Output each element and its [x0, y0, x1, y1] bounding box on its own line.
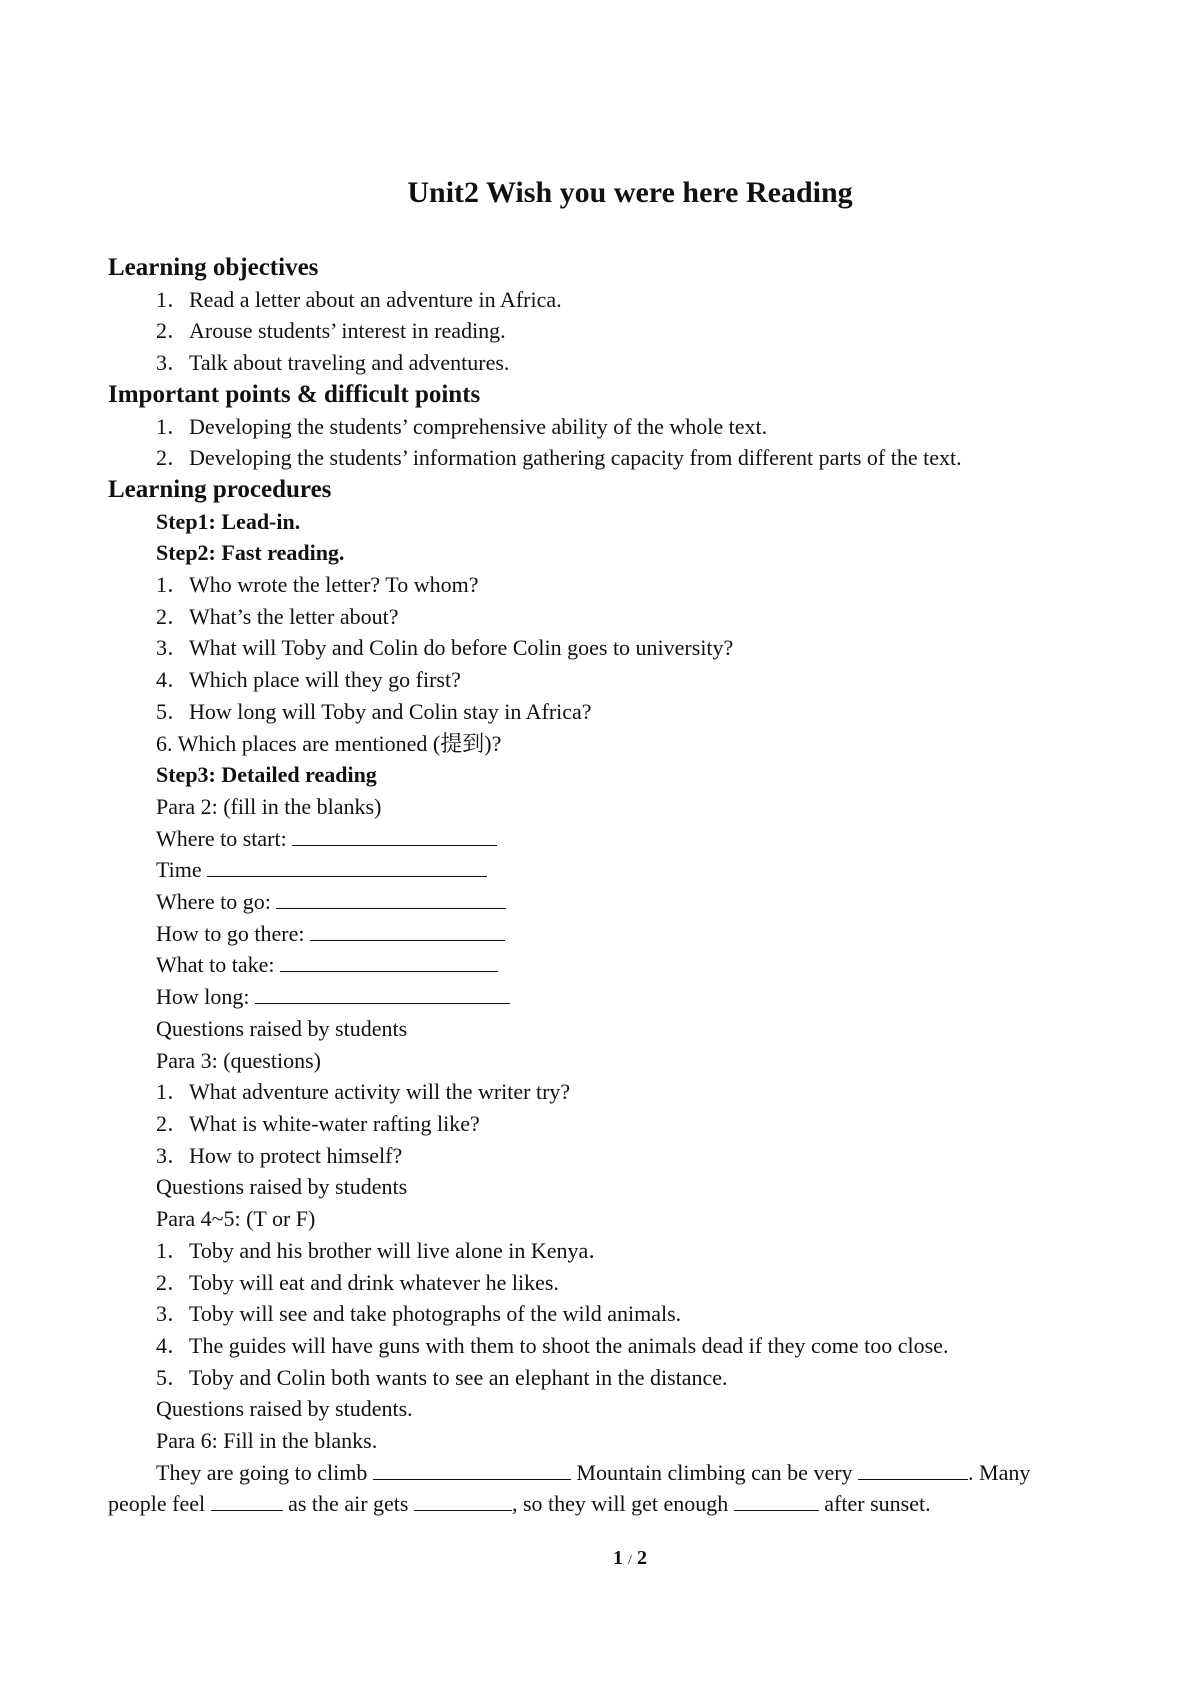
para2-field-how — [108, 918, 1108, 950]
para2-field-start — [108, 823, 1108, 855]
para6-line-2 — [108, 1488, 1108, 1520]
para2-field-take — [108, 949, 1108, 981]
objectives-heading: Learning objectives — [108, 254, 319, 281]
step3-label: Step3: Detailed reading — [156, 762, 377, 788]
fast-question: 4．Which place will they go first? — [156, 667, 461, 693]
fast-question: 1．Who wrote the letter? To whom? — [156, 572, 479, 598]
para45-label: Para 4~5: (T or F) — [156, 1206, 316, 1232]
tf-statement: 2．Toby will eat and drink whatever he likes. — [156, 1269, 559, 1295]
tf-statement: 5．Toby and Colin both wants to see an elephant in the distance. — [156, 1364, 728, 1390]
fast-question: 2．What’s the letter about? — [156, 603, 399, 629]
para3-question: 1．What adventure activity will the writer try? — [156, 1079, 571, 1105]
answer-blank[interactable] — [292, 825, 497, 846]
answer-blank[interactable] — [255, 983, 510, 1004]
field-label: Where to start: — [156, 825, 287, 851]
para6-label: Para 6: Fill in the blanks. — [156, 1428, 378, 1454]
para45-raised: Questions raised by students. — [156, 1396, 413, 1422]
para3-question: 2．What is white-water rafting like? — [156, 1110, 480, 1136]
answer-blank[interactable] — [207, 856, 487, 877]
page-total: 2 — [636, 1547, 647, 1569]
para6-text: after sunset. — [824, 1491, 931, 1517]
para6-text: Mountain climbing can be very — [576, 1459, 853, 1485]
page-number — [0, 1544, 1191, 1575]
para2-label: Para 2: (fill in the blanks) — [156, 793, 382, 819]
para6-text: . Many — [968, 1459, 1031, 1485]
para3-question: 3．How to protect himself? — [156, 1142, 403, 1168]
para2-field-go — [108, 886, 1108, 918]
answer-blank[interactable] — [280, 951, 498, 972]
page-current: 1 — [613, 1547, 624, 1569]
tf-statement: 1．Toby and his brother will live alone in Kenya． — [156, 1237, 611, 1263]
fast-question: 3．What will Toby and Colin do before Colin goes to university? — [156, 635, 734, 661]
para3-label: Para 3: (questions) — [156, 1047, 321, 1073]
procedures-heading: Learning procedures — [108, 475, 332, 503]
page-separator: / — [628, 1553, 632, 1568]
tf-statement: 4．The guides will have guns with them to shoot the animals dead if they come too close. — [156, 1332, 949, 1358]
answer-blank[interactable] — [734, 1490, 819, 1511]
field-label: Time — [156, 857, 202, 883]
objective-item: 1．Read a letter about an adventure in Africa. — [156, 286, 562, 312]
answer-blank[interactable] — [211, 1490, 283, 1511]
fast-question: 5．How long will Toby and Colin stay in Africa? — [156, 698, 592, 724]
field-label: How long: — [156, 984, 250, 1010]
point-item: 2．Developing the students’ information gathering capacity from different parts of the text. — [156, 445, 962, 471]
objective-item: 2．Arouse students’ interest in reading. — [156, 318, 506, 344]
document-body — [108, 252, 1108, 1520]
points-heading: Important points & difficult points — [108, 380, 481, 408]
para6-text: people feel — [108, 1491, 206, 1517]
para6-text: as the air gets — [288, 1491, 409, 1517]
field-label: What to take: — [156, 952, 275, 978]
fast-question: 6. Which places are mentioned (提到)? — [156, 730, 502, 756]
para6-line-1 — [108, 1457, 1108, 1489]
para3-raised: Questions raised by students — [156, 1174, 408, 1200]
step1-label: Step1: Lead-in. — [156, 508, 301, 534]
answer-blank[interactable] — [276, 888, 506, 909]
field-label: Where to go: — [156, 889, 271, 915]
para2-raised: Questions raised by students — [156, 1015, 408, 1041]
answer-blank[interactable] — [414, 1490, 512, 1511]
answer-blank[interactable] — [373, 1459, 571, 1480]
tf-statement: 3．Toby will see and take photographs of the wild animals. — [156, 1301, 682, 1327]
para6-text: , so they will get enough — [511, 1491, 729, 1517]
point-item: 1．Developing the students’ comprehensive ability of the whole text. — [156, 413, 768, 439]
para2-field-time — [108, 854, 1108, 886]
page-title: Unit2 Wish you were here Reading — [407, 176, 853, 209]
para6-text: They are going to climb — [156, 1459, 368, 1485]
field-label: How to go there: — [156, 920, 305, 946]
para2-field-long — [108, 981, 1108, 1013]
objective-item: 3．Talk about traveling and adventures. — [156, 350, 510, 376]
step2-label: Step2: Fast reading. — [156, 540, 345, 566]
answer-blank[interactable] — [310, 920, 505, 941]
answer-blank[interactable] — [858, 1459, 968, 1480]
